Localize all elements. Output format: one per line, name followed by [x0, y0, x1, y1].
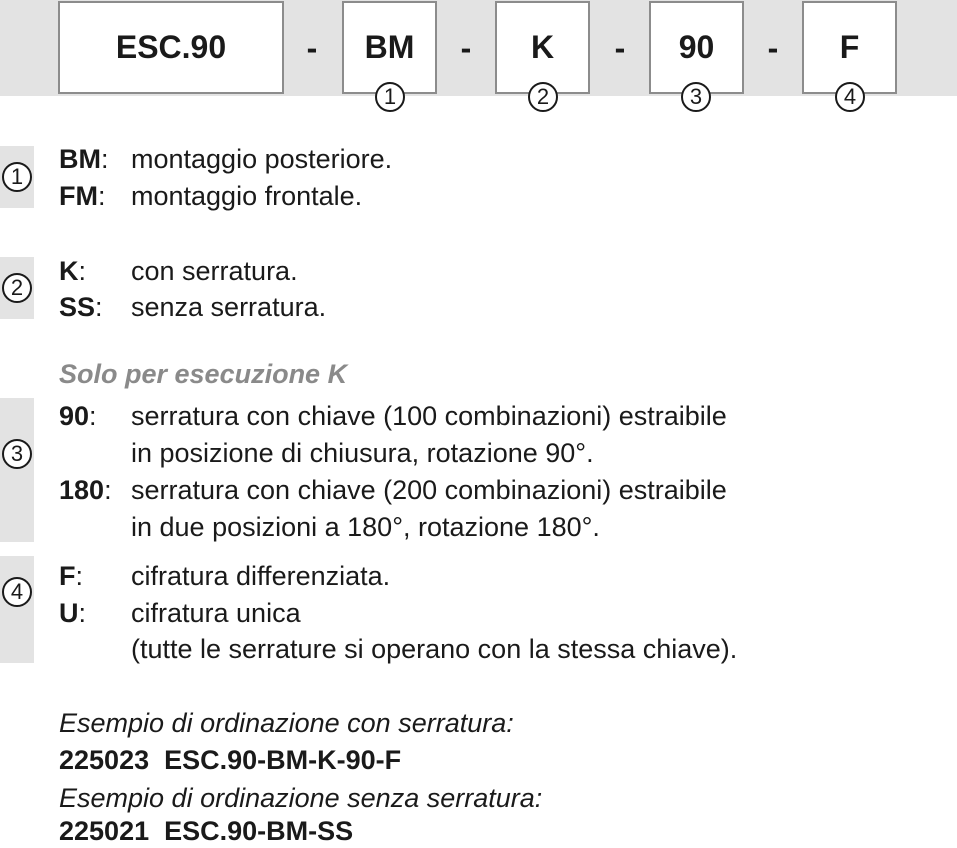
index-badge: 1 [375, 82, 405, 112]
option-colon: : [95, 292, 103, 322]
option-text: serratura con chiave (200 combinazioni) estraibile [131, 475, 727, 505]
option-row [59, 473, 112, 507]
option-row [59, 254, 86, 288]
option-code: FM [59, 181, 98, 211]
option-code: 180 [59, 475, 105, 505]
option-text: (tutte le serrature si operano con la stessa chiave). [131, 634, 738, 664]
option-text: montaggio frontale. [131, 181, 363, 211]
option-colon: : [78, 256, 87, 286]
code-box-keying [802, 1, 897, 94]
code-box-label: F [839, 29, 860, 65]
option-row [59, 142, 109, 176]
example-label: Esempio di ordinazione senza serratura: [59, 783, 543, 813]
option-row [59, 559, 83, 593]
example-value: 225023 ESC.90-BM-K-90-F [59, 745, 402, 775]
option-text: montaggio posteriore. [131, 144, 393, 174]
option-code: K [59, 256, 79, 286]
example-value: 225021 ESC.90-BM-SS [59, 816, 354, 846]
section-badge-3: 3 [2, 439, 32, 469]
code-box-mounting [342, 1, 437, 94]
separator: - [460, 30, 472, 66]
option-code: BM [59, 144, 101, 174]
code-box-label: ESC.90 [115, 29, 227, 65]
option-colon: : [101, 144, 109, 174]
option-colon: : [104, 475, 112, 505]
separator: - [614, 30, 626, 66]
option-row [59, 179, 106, 213]
code-box-label: BM [364, 29, 415, 65]
section-badge-2: 2 [2, 273, 32, 303]
option-text: serratura con chiave (100 combinazioni) estraibile [131, 401, 727, 431]
option-text: in due posizioni a 180°, rotazione 180°. [131, 512, 600, 542]
code-box-lock [495, 1, 590, 94]
code-box-label: K [530, 29, 555, 65]
section-badge-4: 4 [2, 577, 32, 607]
option-code: F [59, 561, 76, 591]
option-colon: : [97, 181, 106, 211]
section-bar-4 [0, 556, 34, 663]
code-box-model [58, 1, 284, 94]
code-box-label: 90 [678, 29, 715, 65]
option-text: cifratura unica [131, 598, 301, 628]
example-label: Esempio di ordinazione con serratura: [59, 708, 514, 738]
option-colon: : [89, 401, 97, 431]
option-row [59, 290, 103, 324]
option-text: in posizione di chiusura, rotazione 90°. [131, 438, 594, 468]
option-colon: : [78, 598, 87, 628]
index-badge: 3 [681, 82, 711, 112]
option-code: 90 [59, 401, 90, 431]
index-badge: 4 [835, 82, 865, 112]
option-colon: : [75, 561, 84, 591]
option-code: SS [59, 292, 96, 322]
option-code: U [59, 598, 79, 628]
option-text: con serratura. [131, 256, 298, 286]
option-row [59, 596, 86, 630]
section-bar-3 [0, 398, 34, 542]
section-note: Solo per esecuzione K [59, 359, 348, 389]
index-badge: 2 [528, 82, 558, 112]
option-text: senza serratura. [131, 292, 327, 322]
separator: - [767, 30, 779, 66]
section-badge-1: 1 [2, 162, 32, 192]
option-row [59, 399, 97, 433]
option-text: cifratura differenziata. [131, 561, 391, 591]
code-box-rotation [649, 1, 744, 94]
separator: - [306, 30, 318, 66]
